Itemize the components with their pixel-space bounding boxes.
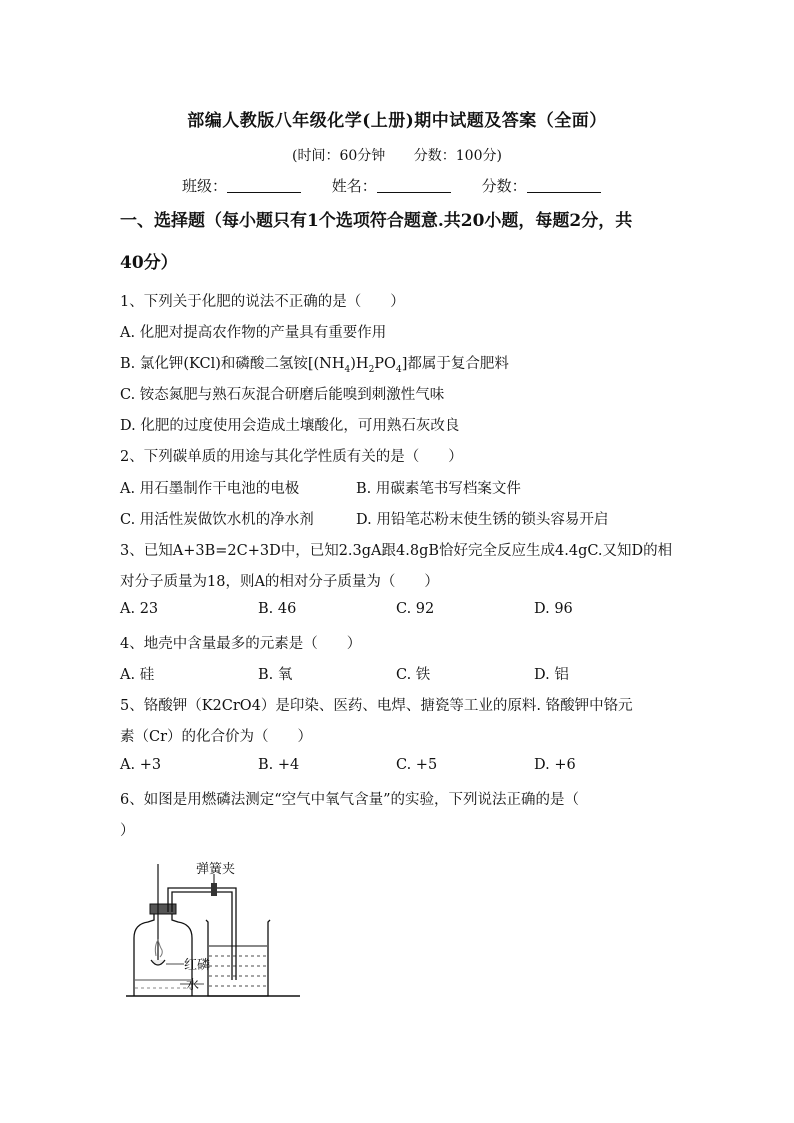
q3-options	[120, 601, 573, 617]
name-blank[interactable]	[377, 178, 451, 193]
q1-b-sub3: 4	[395, 364, 402, 375]
class-field	[182, 175, 301, 196]
beaker-outline	[206, 920, 270, 996]
q3-option-b: B. 46	[258, 601, 297, 617]
score-field	[482, 175, 601, 196]
section-heading-line2: 40分）	[120, 253, 178, 273]
q3-option-a: A. 23	[120, 601, 159, 617]
q1-option-a: A. 化肥对提高农作物的产量具有重要作用	[120, 325, 387, 341]
q2-option-a: A. 用石墨制作干电池的电极	[120, 481, 300, 497]
q2-option-b: B. 用碳素笔书写档案文件	[356, 481, 521, 497]
exam-score: 分数：100分)	[413, 148, 502, 164]
class-label: 班级：	[182, 177, 228, 195]
q3-stem-line1: 3、已知A+3B=2C+3D中，已知2.3gA跟4.8gB恰好完全反应生成4.4gC.又知D的相	[120, 543, 673, 559]
label-red-phosphorus: 红磷	[184, 958, 211, 973]
q1-stem: 1、下列关于化肥的说法不正确的是（ ）	[120, 294, 405, 310]
score-label: 分数：	[481, 177, 527, 195]
q5-stem-line2: 素（Cr）的化合价为（ ）	[120, 729, 313, 745]
q1-b-pre: B. 氯化钾(KCl)和磷酸二氢铵[(NH	[120, 356, 345, 372]
q5-options	[120, 757, 576, 773]
q5-option-b: B. +4	[258, 757, 300, 773]
q4-options	[120, 663, 569, 684]
q1-b-mid: )H	[350, 356, 369, 372]
q3-option-d: D. 96	[534, 601, 573, 617]
flame	[155, 940, 162, 957]
q4-stem: 4、地壳中含量最多的元素是（ ）	[120, 636, 362, 652]
q5-stem-line1: 5、铬酸钾（K2CrO4）是印染、医药、电焊、搪瓷等工业的原料. 铬酸钾中铬元	[120, 698, 633, 714]
spring-clip	[211, 883, 217, 896]
label-spring-clip: 弹簧夹	[196, 862, 236, 877]
label-water: 水	[186, 978, 200, 993]
exam-time: (时间：60分钟	[292, 148, 386, 164]
student-fields	[182, 175, 627, 196]
q5-option-d: D. +6	[534, 757, 576, 773]
q4-option-c: C. 铁	[396, 667, 431, 683]
q1-b-mid2: PO	[374, 356, 396, 372]
score-blank[interactable]	[527, 178, 601, 193]
q1-b-sub1: 4	[344, 364, 351, 375]
q5-option-a: A. +3	[120, 757, 162, 773]
q1-option-d: D. 化肥的过度使用会造成土壤酸化，可用熟石灰改良	[120, 418, 460, 434]
name-label: 姓名：	[331, 177, 377, 195]
q2-option-d: D. 用铅笔芯粉末使生锈的锁头容易开启	[356, 512, 609, 528]
q2-option-c: C. 用活性炭做饮水机的净水剂	[120, 512, 314, 528]
q2-options-ab	[120, 477, 521, 498]
name-field	[332, 175, 451, 196]
section-heading	[120, 200, 680, 284]
q2-options-cd	[120, 508, 608, 529]
q6-stem-line1: 6、如图是用燃磷法测定“空气中氧气含量”的实验，下列说法正确的是（	[120, 792, 580, 808]
q1-option-b	[120, 352, 509, 375]
q1-b-post: ]都属于复合肥料	[401, 356, 509, 372]
q1-b-sub2: 2	[368, 364, 375, 375]
q4-option-d: D. 铝	[534, 667, 569, 683]
q2-stem: 2、下列碳单质的用途与其化学性质有关的是（ ）	[120, 449, 463, 465]
q3-option-c: C. 92	[396, 601, 435, 617]
page-title: 部编人教版八年级化学(上册)期中试题及答案（全面）	[187, 111, 607, 131]
q4-option-a: A. 硅	[120, 667, 155, 683]
q3-stem-line2: 对分子质量为18，则A的相对分子质量为（ ）	[120, 574, 439, 590]
q1-option-c: C. 铵态氮肥与熟石灰混合研磨后能嗅到刺激性气味	[120, 387, 445, 403]
combustion-spoon	[151, 960, 165, 965]
class-blank[interactable]	[227, 178, 301, 193]
apparatus-figure	[120, 850, 310, 1010]
q6-stem-line2: ）	[120, 823, 135, 839]
exam-info	[0, 145, 794, 165]
section-heading-line1: 一、选择题（每小题只有1个选项符合题意.共20小题，每题2分，共	[120, 211, 633, 231]
q4-option-b: B. 氧	[258, 667, 293, 683]
q5-option-c: C. +5	[396, 757, 438, 773]
